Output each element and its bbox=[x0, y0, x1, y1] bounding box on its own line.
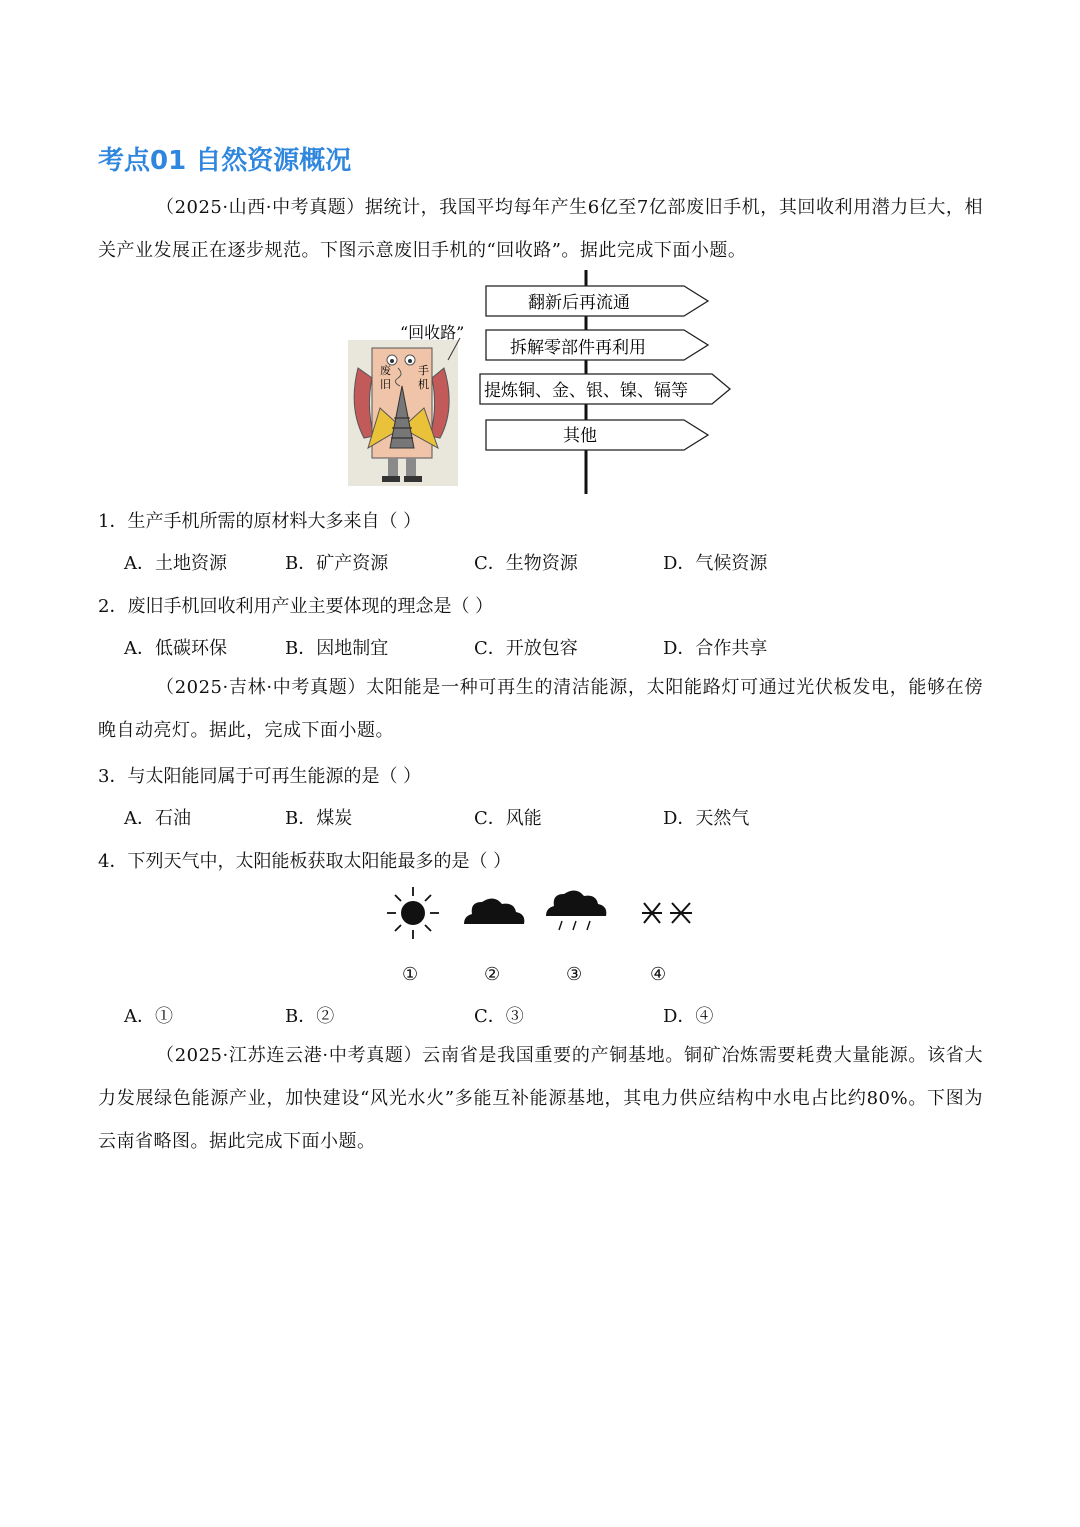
question-2: 2．废旧手机回收利用产业主要体现的理念是（ ） bbox=[98, 596, 494, 617]
q2-option-a[interactable]: A．低碳环保 bbox=[124, 638, 227, 659]
weather-symbols bbox=[380, 884, 700, 944]
q1-option-c[interactable]: C．生物资源 bbox=[474, 553, 578, 574]
weather-label-1: ① bbox=[402, 964, 419, 985]
weather-label-2: ② bbox=[484, 964, 501, 985]
sign-label-2: 拆解零部件再利用 bbox=[510, 338, 646, 358]
weather-label-4: ④ bbox=[650, 964, 667, 985]
q4-option-b[interactable]: B．② bbox=[285, 1006, 335, 1027]
passage-2: （2025·吉林·中考真题）太阳能是一种可再生的清洁能源，太阳能路灯可通过光伏板发电，能够在傍晚自动亮灯。据此，完成下面小题。 bbox=[98, 677, 983, 741]
q3-option-b[interactable]: B．煤炭 bbox=[285, 808, 353, 829]
phone-label-4: 机 bbox=[418, 378, 429, 391]
q4-option-a[interactable]: A．① bbox=[124, 1006, 173, 1027]
phone-illustration bbox=[348, 340, 458, 486]
sun-icon bbox=[387, 887, 439, 939]
diagram-caption: “回收路” bbox=[400, 323, 465, 342]
q3-option-a[interactable]: A．石油 bbox=[124, 808, 191, 829]
q1-option-d[interactable]: D．气候资源 bbox=[663, 553, 768, 574]
cloudy-icon bbox=[464, 898, 524, 924]
q3-option-c[interactable]: C．风能 bbox=[474, 808, 542, 829]
sign-label-1: 翻新后再流通 bbox=[528, 293, 630, 313]
rain-icon bbox=[546, 890, 606, 930]
section-title: 考点01 自然资源概况 bbox=[98, 146, 352, 176]
passage-3: （2025·江苏连云港·中考真题）云南省是我国重要的产铜基地。铜矿冶炼需要耗费大量能源。该省大力发展绿色能源产业，加快建设“风光水火”多能互补能源基地，其电力供应结构中水电占比约80%。下图为云南省略图。据此完成下面小题。 bbox=[98, 1045, 983, 1152]
question-4: 4．下列天气中，太阳能板获取太阳能最多的是（ ） bbox=[98, 851, 512, 872]
q1-option-b[interactable]: B．矿产资源 bbox=[285, 553, 389, 574]
question-3: 3．与太阳能同属于可再生能源的是（ ） bbox=[98, 766, 422, 787]
q1-option-a[interactable]: A．土地资源 bbox=[124, 553, 227, 574]
phone-label-2: 旧 bbox=[380, 378, 391, 391]
q3-option-d[interactable]: D．天然气 bbox=[663, 808, 750, 829]
phone-label-1: 废 bbox=[380, 364, 391, 377]
passage-1: （2025·山西·中考真题）据统计，我国平均每年产生6亿至7亿部废旧手机，其回收利用潜力巨大，相关产业发展正在逐步规范。下图示意废旧手机的“回收路”。据此完成下面小题。 bbox=[98, 197, 983, 261]
q4-option-c[interactable]: C．③ bbox=[474, 1006, 524, 1027]
q2-option-d[interactable]: D．合作共享 bbox=[663, 638, 768, 659]
recycling-diagram bbox=[340, 268, 740, 498]
sign-label-4: 其他 bbox=[563, 426, 597, 446]
q4-option-d[interactable]: D．④ bbox=[663, 1006, 714, 1027]
q2-option-c[interactable]: C．开放包容 bbox=[474, 638, 578, 659]
sign-other bbox=[486, 420, 708, 450]
phone-label-3: 手 bbox=[418, 364, 429, 377]
q2-option-b[interactable]: B．因地制宜 bbox=[285, 638, 389, 659]
weather-label-3: ③ bbox=[566, 964, 583, 985]
sign-label-3: 提炼铜、金、银、镍、镉等 bbox=[484, 381, 688, 401]
question-1: 1．生产手机所需的原材料大多来自（ ） bbox=[98, 511, 422, 532]
snow-icon bbox=[642, 903, 692, 923]
